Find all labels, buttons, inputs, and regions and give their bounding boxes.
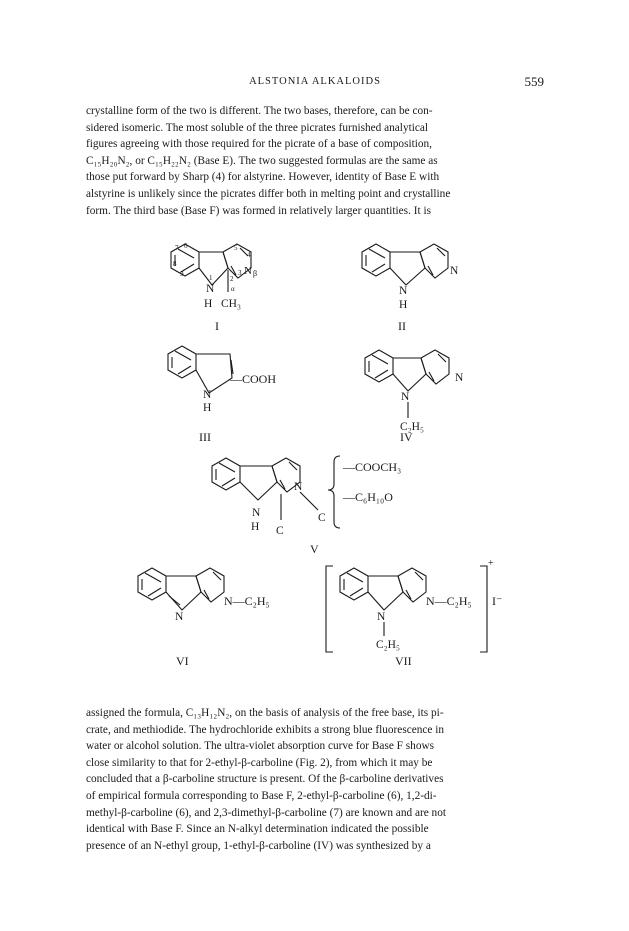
structure-ii	[362, 244, 459, 333]
ring-number: 6	[184, 242, 188, 250]
running-title: ALSTONIA ALKALOIDS	[249, 76, 381, 87]
substituent: —COOH	[230, 372, 277, 386]
structure-label: V	[310, 542, 319, 556]
substituent: C₂H₅	[376, 639, 400, 651]
structure-label: III	[199, 430, 211, 444]
counter-ion: I⁻	[492, 594, 503, 608]
atom-label: N	[206, 283, 215, 295]
text-line: those put forward by Sharp (4) for alstyrine. However, identity of Base E with	[86, 171, 440, 184]
text-line: form. The third base (Base F) was formed in relatively larger quantities. It is	[86, 204, 431, 217]
text-line: assigned the formula, C₁₃H₁₂N₂, on the basis of analysis of the free base, its pi-	[86, 707, 444, 719]
text-line: close similarity to that for 2-ethyl-β-carboline (Fig. 2), from which it may be	[86, 756, 433, 769]
text-line: water or alcohol solution. The ultra-violet absorption curve for Base F shows	[86, 740, 435, 753]
paragraph-bottom	[86, 705, 544, 854]
atom-label: N	[252, 507, 261, 519]
atom-label: N	[203, 389, 212, 401]
text-line: methyl-β-carboline (6), and 2,3-dimethyl-β-carboline (7) are known and are not	[86, 806, 446, 819]
substituent: N—C₂H₅	[426, 594, 472, 608]
atom-label: H	[204, 298, 213, 310]
structure-label: VI	[176, 654, 189, 668]
atom-label: N	[244, 265, 252, 277]
atom-label: β	[253, 269, 258, 278]
structure-iv	[365, 350, 464, 444]
charge-symbol: +	[488, 558, 494, 569]
atom-label: N	[377, 611, 386, 623]
ring-number: 9	[180, 270, 184, 278]
text-line: C₁₅H₂₀N₂, or C₁₅H₂₂N₂ (Base E). The two suggested formulas are the same as	[86, 154, 438, 167]
text-line: alstyrine is unlikely since the picrates differ both in melting point and crystalline	[86, 187, 451, 200]
text-line: concluded that a β-carboline structure is present. Of the β-carboline derivatives	[86, 773, 444, 786]
structure-label: IV	[400, 430, 413, 444]
structure-label: II	[398, 319, 406, 333]
substituent: —COOCH₃	[343, 460, 402, 474]
ring-number: 3	[238, 269, 242, 277]
structure-vii	[326, 558, 502, 668]
ring-number: 4	[247, 251, 251, 259]
atom-label: H	[251, 521, 260, 533]
substituent: N—C₂H₅	[224, 594, 270, 608]
structure-label: I	[215, 319, 219, 333]
atom-label: H	[203, 402, 212, 414]
structure-iii	[168, 346, 276, 444]
text-line: sidered isomeric. The most soluble of the three picrates furnished analytical	[86, 121, 429, 134]
ring-number: 8	[173, 260, 177, 268]
atom-label: N	[399, 285, 408, 297]
text-line: identical with Base F. Since an N-alkyl determination indicated the possible	[86, 823, 429, 836]
atom-label: C	[318, 512, 326, 524]
text-line: of empirical formula corresponding to Base F, 2-ethyl-β-carboline (6), 1,2-di-	[86, 789, 437, 802]
text-line: presence of an N-ethyl group, 1-ethyl-β-carboline (IV) was synthesized by a	[86, 839, 431, 852]
substituent: C₂H₅	[400, 421, 424, 433]
atom-label: N	[455, 372, 464, 384]
atom-label: N	[294, 481, 303, 493]
ring-number: 7	[175, 244, 179, 252]
structure-i	[171, 242, 257, 333]
ring-number: 1	[209, 274, 213, 282]
structure-v	[212, 456, 401, 556]
ring-number: α	[231, 285, 235, 293]
structure-vi	[138, 568, 270, 668]
text-line: crystalline form of the two is different. The two bases, therefore, can be con-	[86, 105, 433, 117]
structure-label: VII	[395, 654, 412, 668]
atom-label: N	[450, 265, 459, 277]
page-number: 559	[524, 74, 544, 89]
atom-label: CH₃	[221, 298, 241, 310]
text-line: crate, and methiodide. The hydrochloride exhibits a strong blue fluorescence in	[86, 723, 445, 736]
substituent: —C₆H₁₀O	[343, 490, 393, 504]
atom-label: N	[175, 611, 184, 623]
ring-number: 5	[234, 244, 238, 252]
atom-label: N	[401, 391, 410, 403]
atom-label: H	[399, 299, 408, 311]
atom-label: C	[276, 525, 284, 537]
ring-number: 2	[230, 275, 234, 283]
text-line: figures agreeing with those required for the picrate of a base of composition,	[86, 138, 433, 151]
